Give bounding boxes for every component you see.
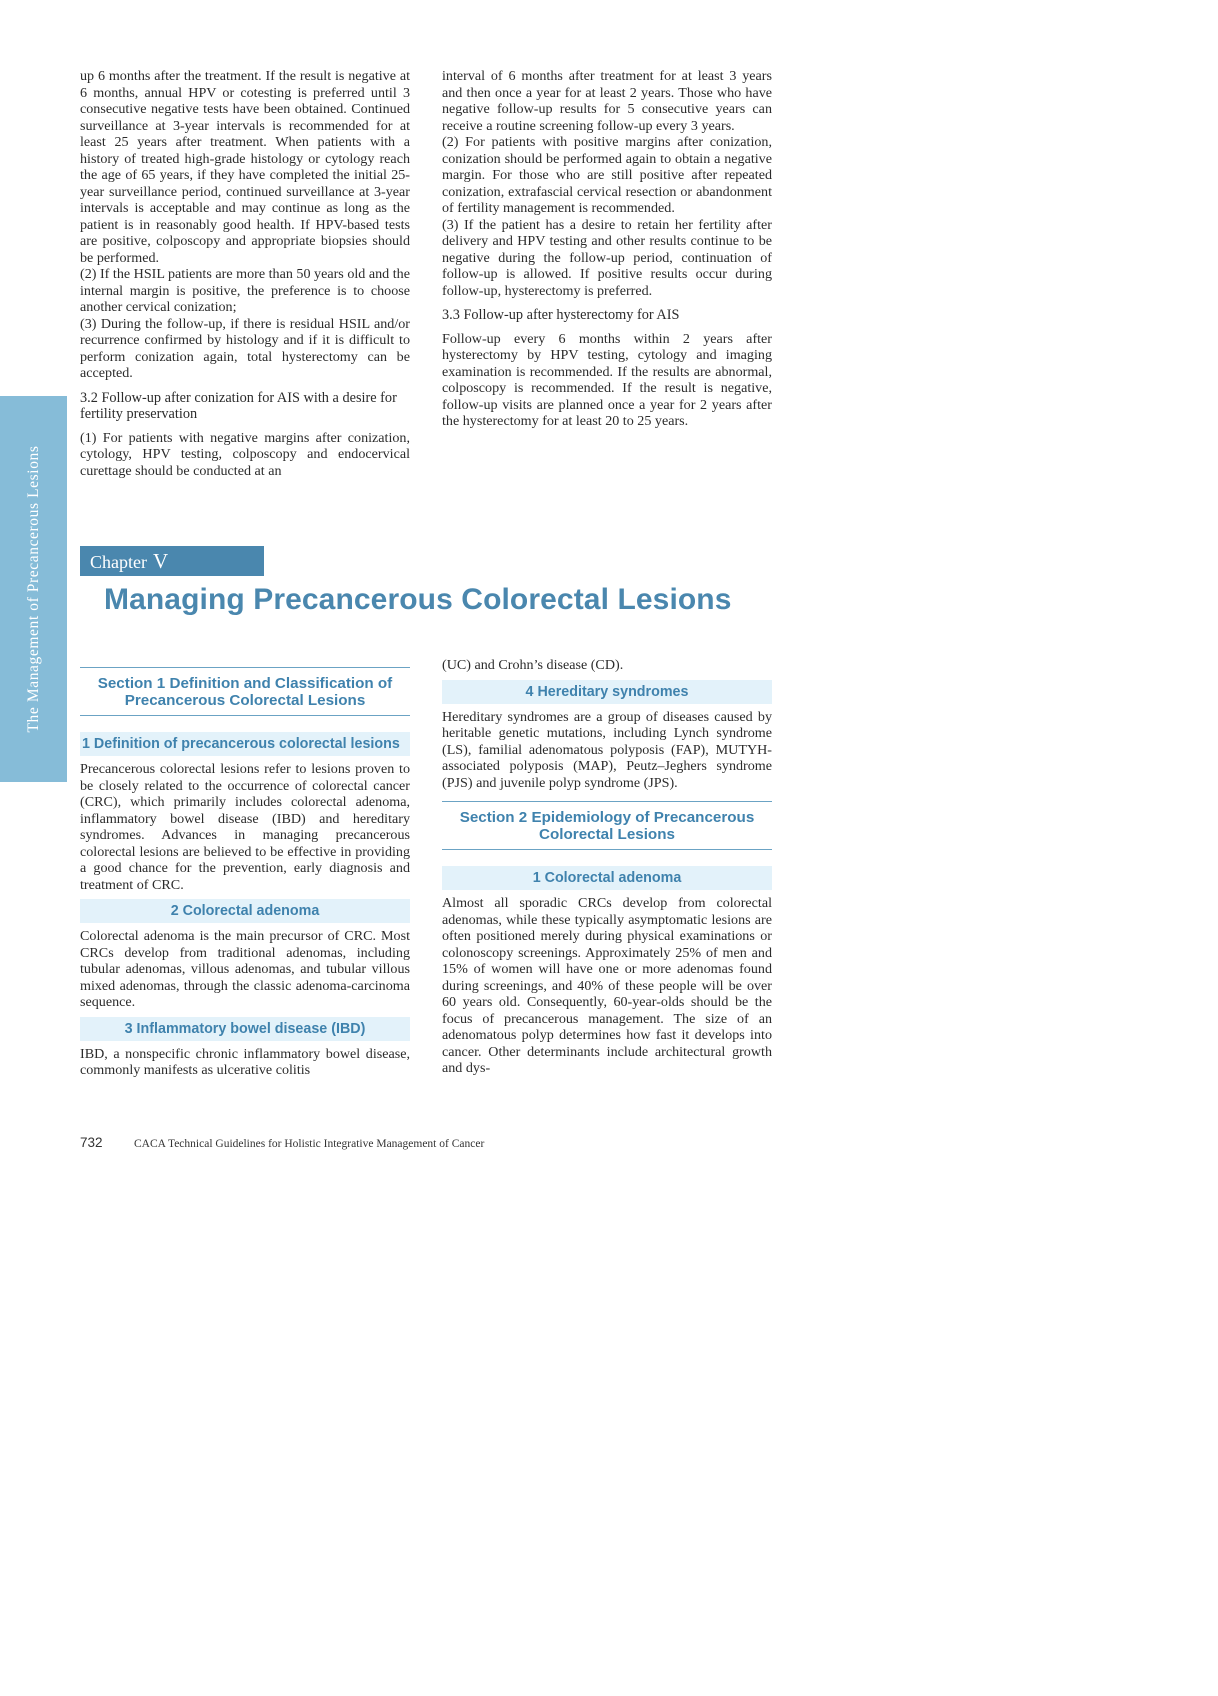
- chapter-label-box: [80, 546, 264, 576]
- subheading-3-2: 3.2 Follow-up after conization for AIS with a desire for fertility preservation: [80, 389, 397, 422]
- bottom-right-column: [442, 657, 772, 1077]
- section-2-heading: [442, 801, 772, 850]
- paragraph: up 6 months after the treatment. If the result is negative at 6 months, annual HPV or cotesting is preferred until 3 consecutive negative tests have been obtained. Continued surveillance at 3-year intervals is recommended for at least 25 years after treatment. When patients with a history of treated high-grade histology or cytology reach the age of 65 years, if they have completed the initial 25-year surveillance period, continued surveillance at 3-year intervals is acceptable and may continue as long as the patient is in reasonably good health. If HPV-based tests are positive, colposcopy and appropriate biopsies should be performed.: [80, 68, 410, 266]
- section-heading-line: Colorectal Lesions: [539, 826, 675, 843]
- paragraph: (2) For patients with positive margins after conization, conization should be performed again to obtain a negative margin. For those who are still positive after repeated conization, extrafascial cervical resection or abandonment of fertility management is recommended.: [442, 134, 772, 216]
- paragraph: IBD, a nonspecific chronic inflammatory bowel disease, commonly manifests as ulcerative colitis: [80, 1045, 410, 1078]
- section-heading-line: Section 2 Epidemiology of Precancerous: [459, 809, 755, 826]
- section-heading-line: Section 1 Definition and Classification of: [97, 675, 393, 692]
- paragraph: (2) If the HSIL patients are more than 50 years old and the internal margin is positive, the preference is to choose another cervical conization;: [80, 266, 410, 315]
- paragraph: (1) For patients with negative margins after conization, cytology, HPV testing, colposcopy and endocervical curettage should be conducted at an: [80, 429, 410, 479]
- paragraph: (UC) and Crohn’s disease (CD).: [442, 657, 624, 673]
- chapter-label: Chapter: [90, 552, 147, 572]
- page-footer: [80, 1135, 484, 1151]
- side-chapter-tab: [0, 396, 67, 782]
- paragraph: Almost all sporadic CRCs develop from colorectal adenomas, while these typically asymptomatic lesions are often positioned merely during physical examinations or colonoscopy screenings. Approximately 25% of men and 15% of women will have one or more adenomas found during screenings, and 40% of these people will be over 60 years old. Consequently, 60-year-olds should be the focus of precancerous management. The size of an adenomatous polyp determines how fast it develops into cancer. Other determinants include architectural growth and dys-: [442, 895, 772, 1076]
- chapter-number: V: [152, 549, 169, 573]
- bottom-left-column: [80, 667, 410, 1079]
- section-heading-line: Precancerous Colorectal Lesions: [124, 692, 366, 709]
- subsection-heading-2: 2 Colorectal adenoma: [80, 899, 410, 923]
- paragraph: (3) If the patient has a desire to retain her fertility after delivery and HPV testing and other results continue to be negative during the follow-up period, continuation of follow-up is allowed. If positive results occur during follow-up, hysterectomy is preferred.: [442, 216, 772, 299]
- subsection-heading-4: 4 Hereditary syndromes: [442, 680, 772, 704]
- subheading-3-3: 3.3 Follow-up after hysterectomy for AIS: [442, 307, 680, 323]
- paragraph: Hereditary syndromes are a group of diseases caused by heritable genetic mutations, including Lynch syndrome (LS), familial adenomatous polyposis (FAP), MUTYH-associated polyposis (MAP), Peutz–Jeghers syndrome (PJS) and juvenile polyp syndrome (JPS).: [442, 708, 772, 791]
- paragraph: Colorectal adenoma is the main precursor of CRC. Most CRCs develop from traditional adenomas, including tubular adenomas, villous adenomas, and tubular villous mixed adenomas, through the classic adenoma-carcinoma sequence.: [80, 928, 410, 1010]
- chapter-title: Managing Precancerous Colorectal Lesions: [104, 583, 732, 616]
- subsection-heading-3: 3 Inflammatory bowel disease (IBD): [80, 1017, 410, 1041]
- paragraph: Precancerous colorectal lesions refer to lesions proven to be closely related to the occurrence of colorectal cancer (CRC), which primarily includes colorectal adenoma, inflammatory bowel disease (IBD) and hereditary syndromes. Advances in managing precancerous colorectal lesions are believed to be effective in providing a good chance for the prevention, early diagnosis and treatment of CRC.: [80, 761, 410, 893]
- paragraph: (3) During the follow-up, if there is residual HSIL and/or recurrence confirmed by histology and if it is difficult to perform conization again, total hysterectomy can be accepted.: [80, 315, 410, 381]
- subsection-heading-1: 1 Definition of precancerous colorectal lesions: [80, 732, 410, 756]
- side-tab-label: The Management of Precancerous Lesions: [24, 445, 42, 733]
- top-right-column: [442, 68, 772, 430]
- paragraph: interval of 6 months after treatment for at least 3 years and then once a year for at least 2 years. Those who have negative follow-up results for 5 consecutive years can receive a routine screening follow-up every 3 years.: [442, 68, 772, 134]
- top-left-column: [80, 68, 410, 479]
- page-number: 732: [80, 1135, 103, 1150]
- paragraph: Follow-up every 6 months within 2 years after hysterectomy by HPV testing, cytology and imaging examination is recommended. If the results are abnormal, colposcopy is recommended. If the result is negative, follow-up visits are planned once a year for 2 years after the hysterectomy for at least 20 to 25 years.: [442, 330, 772, 429]
- section-1-heading: [80, 667, 410, 716]
- subsection-heading-s2-1: 1 Colorectal adenoma: [442, 866, 772, 890]
- book-title: CACA Technical Guidelines for Holistic Integrative Management of Cancer: [134, 1138, 485, 1150]
